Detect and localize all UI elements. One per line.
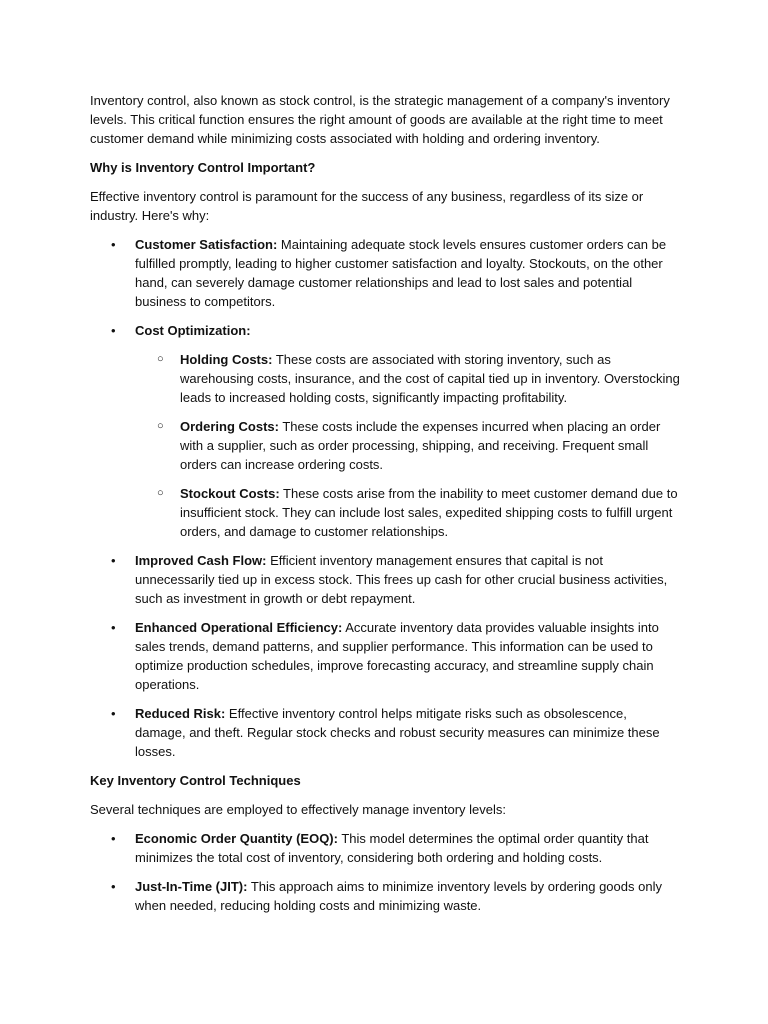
list-item-title: Economic Order Quantity (EOQ): [135, 831, 338, 846]
list-item-title: Customer Satisfaction: [135, 237, 278, 252]
list-item-text: Effective inventory control helps mitigate risks such as obsolescence, damage, and theft. Regular stock checks and robust security measures can minimize these losses. [135, 706, 660, 759]
bullet-marker: • [111, 706, 116, 721]
list-item [90, 618, 680, 694]
list-item-title: Cost Optimization: [135, 323, 251, 338]
techniques-list [90, 829, 680, 915]
list-item [90, 829, 680, 867]
intro-paragraph: Inventory control, also known as stock control, is the strategic management of a company's inventory levels. This critical function ensures the right amount of goods are available at the right time to meet customer demand while minimizing costs associated with holding and ordering inventory. [90, 93, 670, 146]
sublist-item [135, 350, 680, 407]
list-item-text: Accurate inventory data provides valuable insights into sales trends, demand patterns, and supplier performance. This information can be used to optimize production schedules, improve forecasting accuracy, and streamline supply chain operations. [135, 620, 659, 692]
section-lead-techniques: Several techniques are employed to effectively manage inventory levels: [90, 802, 506, 817]
sublist-item-title: Stockout Costs: [180, 486, 280, 501]
list-item-text: This approach aims to minimize inventory levels by ordering goods only when needed, reducing holding costs and minimizing waste. [135, 879, 662, 913]
bullet-marker: • [111, 879, 116, 894]
list-item-text: This model determines the optimal order quantity that minimizes the total cost of inventory, considering both ordering and holding costs. [135, 831, 649, 865]
importance-list [90, 235, 680, 761]
circle-marker: ○ [157, 420, 164, 432]
bullet-marker: • [111, 553, 116, 568]
section-heading-techniques: Key Inventory Control Techniques [90, 773, 301, 788]
list-item-title: Just-In-Time (JIT): [135, 879, 248, 894]
circle-marker: ○ [157, 487, 164, 499]
sublist-item-title: Ordering Costs: [180, 419, 279, 434]
sublist-item-text: These costs include the expenses incurred when placing an order with a supplier, such as order processing, shipping, and receiving. Frequent small orders can increase ordering costs. [180, 419, 661, 472]
list-item-title: Enhanced Operational Efficiency: [135, 620, 343, 635]
bullet-marker: • [111, 831, 116, 846]
sublist-item [135, 417, 680, 474]
sublist-item-title: Holding Costs: [180, 352, 273, 367]
sublist-item [135, 484, 680, 541]
sublist-item-text: These costs are associated with storing inventory, such as warehousing costs, insurance, and the cost of capital tied up in inventory. Overstocking leads to increased holding costs, significantly impacting profitability. [180, 352, 680, 405]
list-item-title: Reduced Risk: [135, 706, 226, 721]
bullet-marker: • [111, 620, 116, 635]
list-item-text: Maintaining adequate stock levels ensures customer orders can be fulfilled promptly, leading to higher customer satisfaction and loyalty. Stockouts, on the other hand, can severely damage customer relationships and lead to lost sales and potential business to competitors. [135, 237, 667, 309]
list-item [90, 877, 680, 915]
section-heading-importance: Why is Inventory Control Important? [90, 160, 316, 175]
section-lead-importance: Effective inventory control is paramount for the success of any business, regardless of its size or industry. Here's why: [90, 189, 644, 223]
circle-marker: ○ [157, 353, 164, 365]
list-item-title: Improved Cash Flow: [135, 553, 267, 568]
cost-sublist [135, 350, 680, 541]
sublist-item-text: These costs arise from the inability to meet customer demand due to insufficient stock. They can include lost sales, expedited shipping costs to fulfill urgent orders, and damage to customer relationships. [180, 486, 678, 539]
bullet-marker: • [111, 237, 116, 252]
bullet-marker: • [111, 323, 116, 338]
list-item-text: Efficient inventory management ensures that capital is not unnecessarily tied up in excess stock. This frees up cash for other crucial business activities, such as investment in growth or debt repayment. [135, 553, 668, 606]
list-item [90, 704, 680, 761]
list-item [90, 321, 680, 541]
document-body [90, 91, 680, 925]
list-item [90, 235, 680, 311]
list-item [90, 551, 680, 608]
